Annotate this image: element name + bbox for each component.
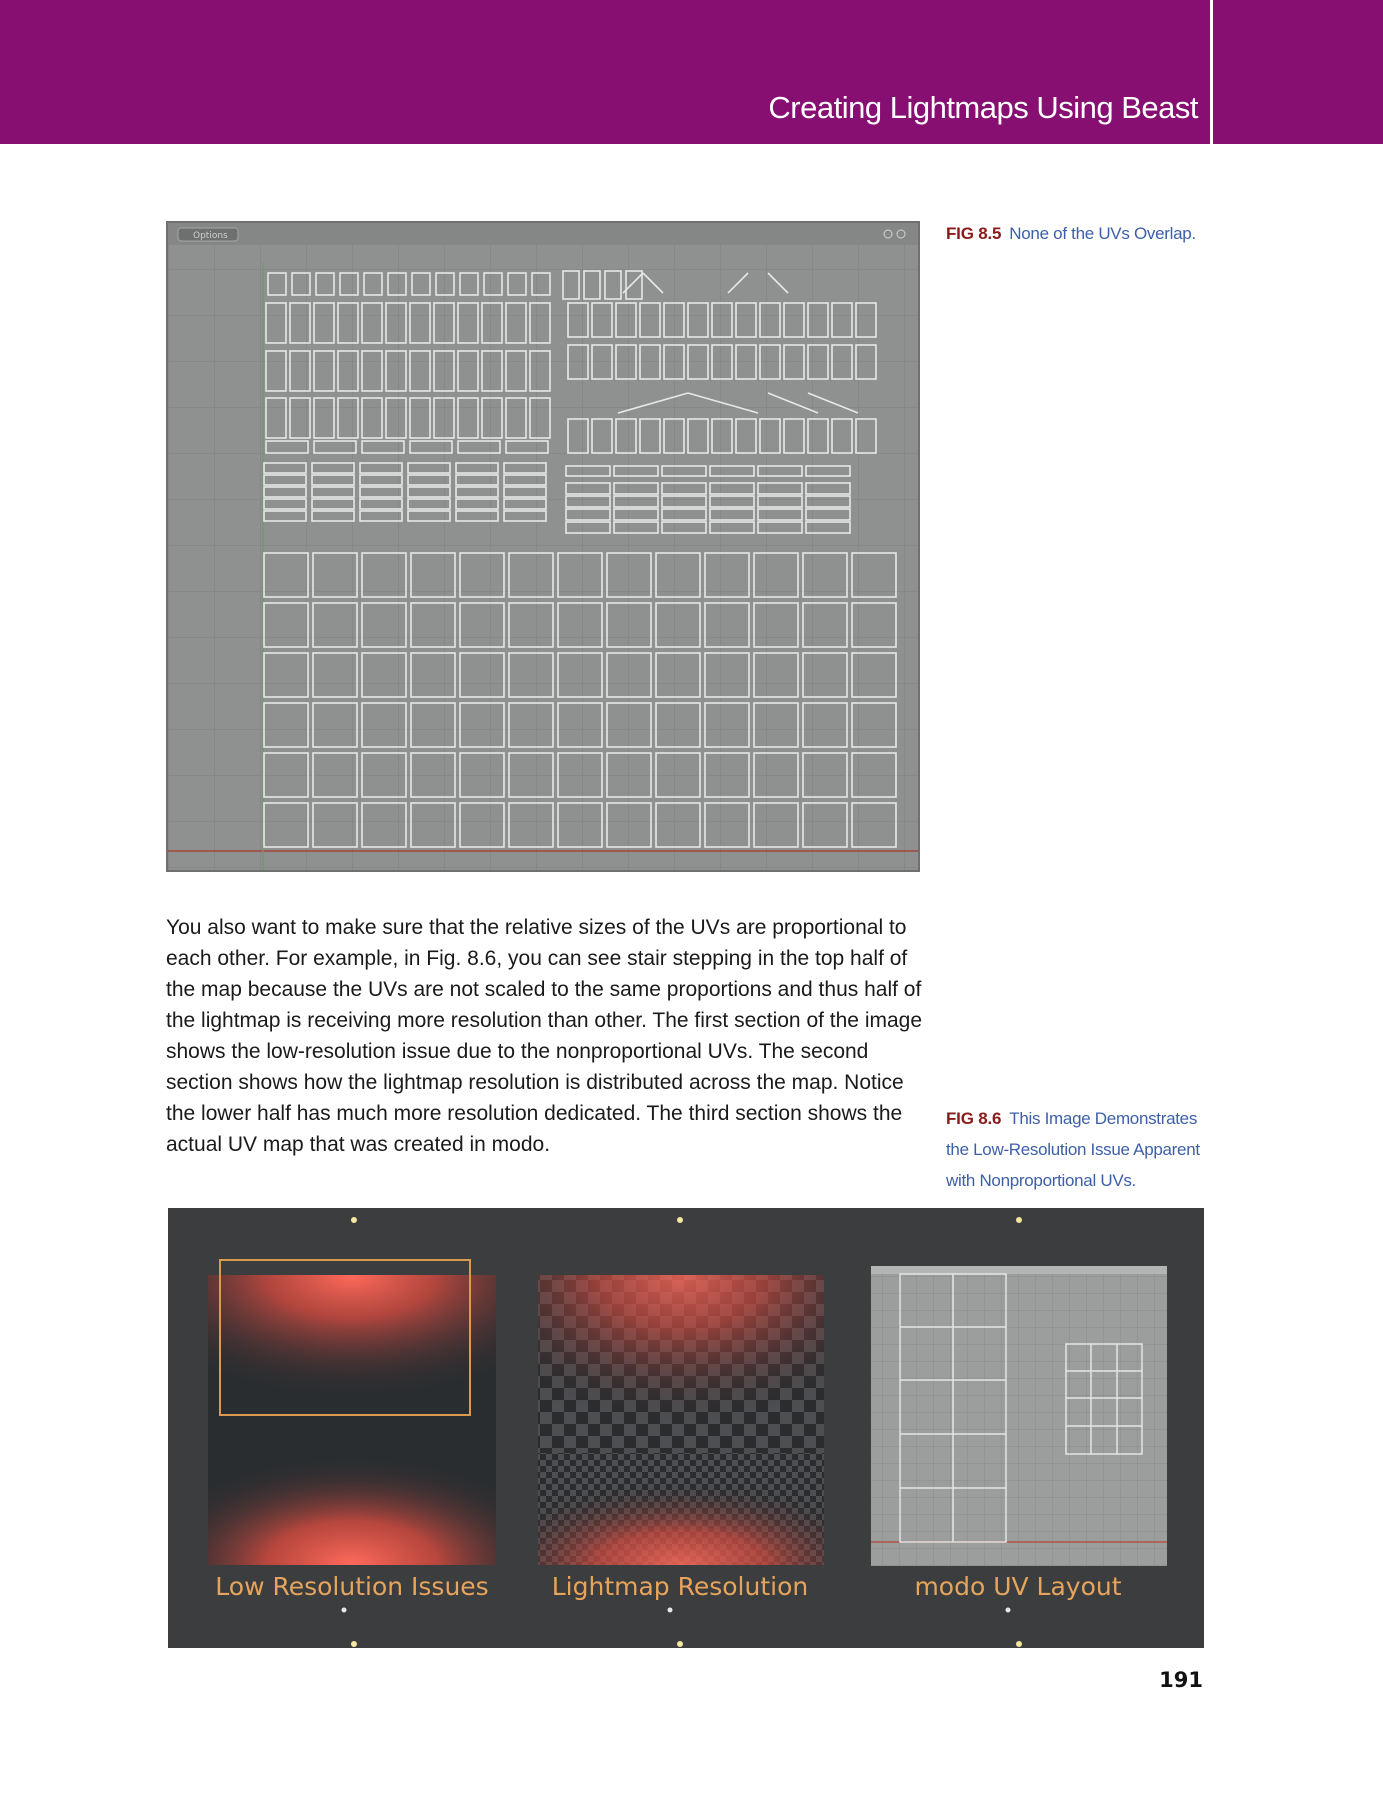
figure-8-5-number: FIG 8.5 bbox=[946, 224, 1002, 243]
figure-8-5-caption-text: None of the UVs Overlap. bbox=[1009, 224, 1196, 243]
figure-8-6-caption bbox=[946, 1103, 1216, 1196]
panel-modo-uv-layout bbox=[871, 1266, 1167, 1566]
chapter-title: Creating Lightmaps Using Beast bbox=[768, 90, 1198, 125]
figure-8-5-caption bbox=[946, 218, 1226, 249]
figure-8-6-number: FIG 8.6 bbox=[946, 1109, 1002, 1128]
uv-layout-image bbox=[168, 223, 918, 870]
panel-low-resolution bbox=[208, 1260, 496, 1565]
cursor-icons bbox=[342, 1608, 1011, 1613]
panel-lightmap-resolution bbox=[538, 1275, 824, 1565]
figure-8-6-image bbox=[168, 1208, 1204, 1648]
chapter-header-bar bbox=[0, 0, 1383, 144]
panel-label-lightmap-resolution: Lightmap Resolution bbox=[551, 1572, 809, 1601]
options-button-label: Options bbox=[193, 231, 228, 241]
header-divider bbox=[1210, 0, 1213, 144]
uv-toolbar bbox=[168, 223, 918, 245]
panel-label-low-resolution: Low Resolution Issues bbox=[215, 1572, 489, 1601]
panel-label-modo-uv-layout: modo UV Layout bbox=[914, 1572, 1122, 1601]
page-number: 191 bbox=[1159, 1668, 1203, 1692]
figure-8-5-uv-screenshot bbox=[166, 221, 920, 872]
body-paragraph: You also want to make sure that the relative sizes of the UVs are proportional to each other. For example, in Fig. 8.6, you can see stair stepping in the top half of the map because the UVs are not scaled to the same proportions and thus half of the lightmap is receiving more resolution than other. The first section of the image shows the low-resolution issue due to the nonproportional UVs. The second section shows how the lightmap resolution is distributed across the map. Notice the lower half has much more resolution dedicated. The third section shows the actual UV map that was created in modo. bbox=[166, 916, 923, 1156]
figure-8-6-caption-text: This Image Demonstrates the Low-Resolution Issue Apparent with Nonproportional UVs. bbox=[946, 1109, 1200, 1190]
